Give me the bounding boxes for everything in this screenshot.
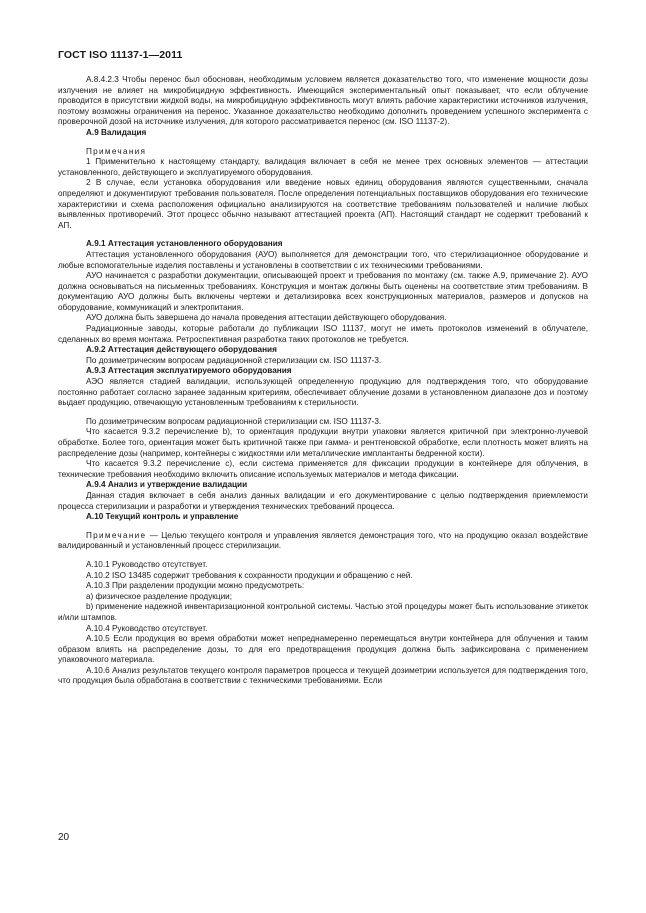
paragraph-a101: A.10.1 Руководство отсутствует. <box>86 559 208 569</box>
paragraph-auo-documentation: АУО начинается с разработки документации, описывающей проект и требования по монтажу (см. также A.9, примечание 2). АУО должна основываться на письменных требованиях. Конструкция и монтаж должны быть оценены на соответствие этим требованиям. В документацию АУО должны быть включены чертежи и детализировка всех конструкционных материалов, размеров и допусков на оборудование, коммуникаций и электропитания. <box>58 271 588 312</box>
paragraph-fixation: Что касается 9.3.2 перечисление c), если система применяется для фиксации продукции в контейнере для облучения, в технические требования необходимо включить описание используемых материалов и метода фиксации. <box>58 459 588 479</box>
heading-a91: A.9.1 Аттестация установленного оборудования <box>86 239 283 249</box>
page-number: 20 <box>58 832 70 843</box>
paragraph-auo-completion: АУО должна быть завершена до начала проведения аттестации действующего оборудования. <box>86 313 447 323</box>
note-1: 1 Применительно к настоящему стандарту, валидация включает в себя не менее трех основных элементов — аттестации установленного, действующего и эксплуатируемого оборудования. <box>58 157 588 177</box>
paragraph-orientation: Что касается 9.3.2 перечисление b), то ориентация продукции внутри упаковки является критичной при электронно-лучевой обработке. Более того, ориентация может быть критичной также при гамма- и рентгеновской обработке, если плотность может влиять на распределение дозы (например, контейнеры с жидкостями или металлические имплантанты бедренной кости). <box>58 427 588 458</box>
note-a10-text: — Целью текущего контроля и управления является демонстрация того, что на продукцию оказал воздействие валидированный и установленный процесс стерилизации. <box>58 530 588 551</box>
paragraph-radiation-plants: Радиационные заводы, которые работали до публикации ISO 11137, могут не иметь протоколов изменений в облучателе, сделанных во время монтажа. Ретроспективная разработка таких протоколов не требуется. <box>58 324 588 344</box>
heading-a9: A.9 Валидация <box>86 127 147 137</box>
document-header: ГОСТ ISO 11137-1—2011 <box>58 49 183 61</box>
paragraph-a102: A.10.2 ISO 13485 содержит требования к сохранности продукции и обращению с ней. <box>86 570 413 580</box>
paragraph-a106: A.10.6 Анализ результатов текущего контроля параметров процесса и текущей дозиметрии используется для подтверждения того, что продукция была обработана в соответствии с техническими требованиями. Если <box>58 665 588 686</box>
paragraph-aeo-definition: АЭО является стадией валидации, использующей определенную продукцию для подтверждения того, что оборудование постоянно работает согласно заранее заданным критериям, обеспечивает облучение дозами в установленном диапазоне доз и поэтому выдает продукцию, отвечающую установленным требованиям к стерильности. <box>58 377 588 408</box>
paragraph-a104: A.10.4 Руководство отсутствует. <box>86 623 208 633</box>
heading-a92: A.9.2 Аттестация действующего оборудования <box>86 345 277 355</box>
paragraph-validation-review: Данная стадия включает в себя анализ данных валидации и его документирование с целью подтверждения приемлемости процесса стерилизации и разработки и утверждения технических требований процесса. <box>58 490 588 511</box>
heading-a10: A.10 Текущий контроль и управление <box>86 512 239 522</box>
note-a10-label: Примечание <box>86 530 147 540</box>
heading-a94: A.9.4 Анализ и утверждение валидации <box>86 480 248 490</box>
notes-label <box>58 147 588 158</box>
paragraph-dosimetry-ref-1: По дозиметрическим вопросам радиационной стерилизации см. ISO 11137-3. <box>86 355 382 365</box>
document-body <box>58 75 588 687</box>
list-item-b: b) применение надежной инвентаризационной контрольной системы. Частью этой процедуры может быть использование этикеток и/или штампов. <box>58 602 588 622</box>
paragraph-a103: A.10.3 При разделении продукции можно предусмотреть: <box>86 581 305 591</box>
note-a10 <box>58 531 588 552</box>
paragraph-a105: A.10.5 Если продукция во время обработки может непреднамеренно перемещаться внутри контейнера для облучения и таким образом влиять на распределение дозы, то для его предотвращения продукция должна быть зафиксирована с применением упаковочного материала. <box>58 634 588 665</box>
heading-a93: A.9.3 Аттестация эксплуатируемого оборудования <box>86 366 292 376</box>
paragraph-auo-definition: Аттестация установленного оборудования (АУО) выполняется для демонстрации того, что стерилизационное оборудование и любые вспомогательные изделия поставлены и установлены в соответствии с их техническими требованиями. <box>58 249 588 270</box>
notes-label-text: Примечания <box>86 146 147 156</box>
paragraph-a8423: A.8.4.2.3 Чтобы перенос был обоснован, необходимым условием является доказательство того, что изменение мощности дозы излучения не влияет на микробицидную эффективность. Имеющийся экспериментальный опыт показывает, что если облучение проводится в присутствии жидкой воды, на микробицидную эффективность могут влиять рабочие характеристики источников излучения, поэтому возможны ограничения на перенос. Указанное доказательство необходимо дополнить проведением успешного эксперимента с проверочной дозой на источнике излучения, для которого рассматривается перенос (см. ISO 11137-2). <box>58 75 588 127</box>
list-item-a: a) физическое разделение продукции; <box>86 591 232 601</box>
paragraph-dosimetry-ref-2: По дозиметрическим вопросам радиационной стерилизации см. ISO 11137-3. <box>86 416 382 426</box>
note-2: 2 В случае, если установка оборудования или введение новых единиц оборудования являются существенными, сначала определяют и документируют требования пользователя. После определения потенциальных поставщиков оборудования его технические характеристики и схема расположения официально анализируются на соответствие требованиям пользователей и наличие любых выявленных противоречий. Этот процесс обычно называют аттестацией проекта (АП). Настоящий стандарт не содержит требований к АП. <box>58 178 588 230</box>
